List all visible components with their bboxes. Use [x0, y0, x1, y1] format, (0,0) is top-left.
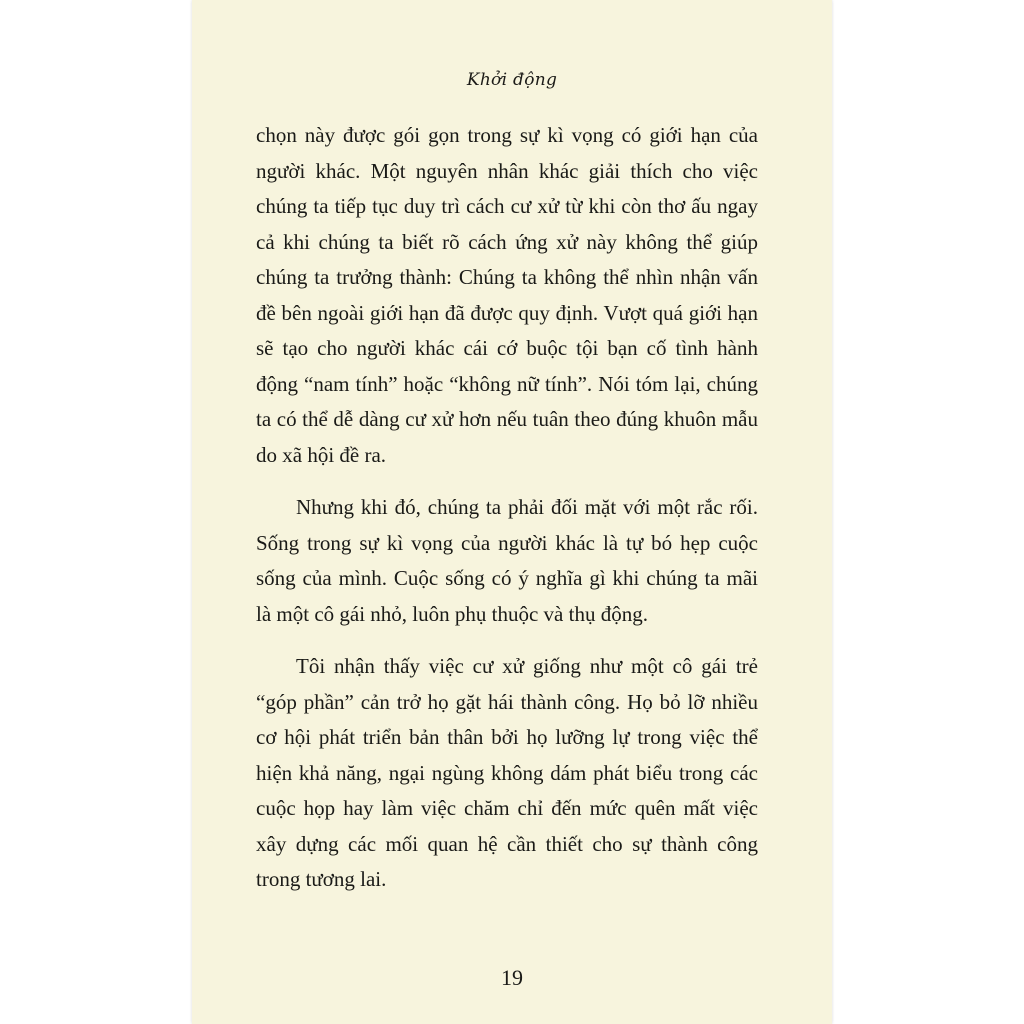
paragraph-3: Tôi nhận thấy việc cư xử giống như một cô gái trẻ “góp phần” cản trở họ gặt hái thành công. Họ bỏ lỡ nhiều cơ hội phát triển bản thân bởi họ lưỡng lự trong việc thể hiện khả năng, ngại ngùng không dám phát biểu trong các cuộc họp hay làm việc chăm chỉ đến mức quên mất việc xây dựng các mối quan hệ cần thiết cho sự thành công trong tương lai.: [256, 654, 758, 891]
running-header: Khởi động: [466, 70, 558, 90]
book-page: [192, 0, 832, 1024]
page-number: 19: [501, 965, 523, 990]
paragraph-1: chọn này được gói gọn trong sự kì vọng có giới hạn của người khác. Một nguyên nhân khác giải thích cho việc chúng ta tiếp tục duy trì cách cư xử từ khi còn thơ ấu ngay cả khi chúng ta biết rõ cách ứng xử này không thể giúp chúng ta trưởng thành: Chúng ta không thể nhìn nhận vấn đề bên ngoài giới hạn đã được quy định. Vượt quá giới hạn sẽ tạo cho người khác cái cớ buộc tội bạn cố tình hành động “nam tính” hoặc “không nữ tính”. Nói tóm lại, chúng ta có thể dễ dàng cư xử hơn nếu tuân theo đúng khuôn mẫu do xã hội đề ra.: [256, 123, 758, 467]
paragraph-2: Nhưng khi đó, chúng ta phải đối mặt với một rắc rối. Sống trong sự kì vọng của người khác là tự bó hẹp cuộc sống của mình. Cuộc sống có ý nghĩa gì khi chúng ta mãi là một cô gái nhỏ, luôn phụ thuộc và thụ động.: [256, 495, 758, 626]
body-text: [256, 118, 758, 915]
